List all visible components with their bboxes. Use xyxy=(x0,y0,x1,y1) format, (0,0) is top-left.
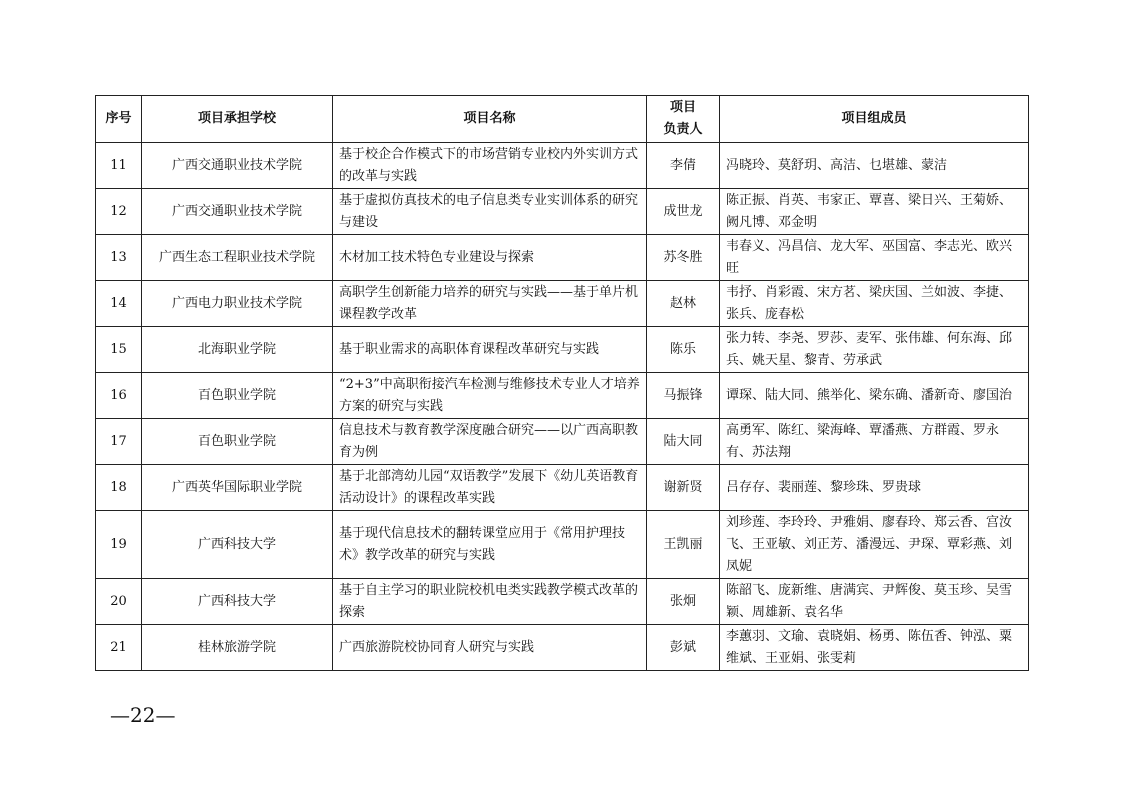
cell-members: 谭琛、陆大同、熊举化、梁东确、潘新奇、廖国治 xyxy=(720,373,1029,419)
cell-members: 韦抒、肖彩霞、宋方茗、梁庆国、兰如波、李捷、张兵、庞春松 xyxy=(720,281,1029,327)
cell-leader: 彭斌 xyxy=(647,625,720,671)
cell-leader: 王凯丽 xyxy=(647,511,720,579)
cell-members: 吕存存、裴丽莲、黎珍珠、罗贵球 xyxy=(720,465,1029,511)
cell-leader: 张炯 xyxy=(647,579,720,625)
cell-members: 冯晓玲、莫舒玥、高洁、乜堪雄、蒙洁 xyxy=(720,143,1029,189)
table-row xyxy=(96,327,1029,373)
cell-members: 刘珍莲、李玲玲、尹雅娟、廖春玲、郑云香、宫汝飞、王亚敏、刘正芳、潘漫远、尹琛、覃彩燕、刘凤妮 xyxy=(720,511,1029,579)
cell-no: 13 xyxy=(96,235,142,281)
header-leader-line2: 负责人 xyxy=(663,122,703,137)
table-row xyxy=(96,625,1029,671)
cell-project-name: 基于北部湾幼儿园“双语教学”发展下《幼儿英语教育活动设计》的课程改革实践 xyxy=(333,465,647,511)
cell-project-name: 基于虚拟仿真技术的电子信息类专业实训体系的研究与建设 xyxy=(333,189,647,235)
cell-leader: 谢新贤 xyxy=(647,465,720,511)
cell-no: 17 xyxy=(96,419,142,465)
cell-school: 桂林旅游学院 xyxy=(142,625,333,671)
table-row xyxy=(96,281,1029,327)
cell-project-name: “2+3”中高职衔接汽车检测与维修技术专业人才培养方案的研究与实践 xyxy=(333,373,647,419)
cell-project-name: 基于校企合作模式下的市场营销专业校内外实训方式的改革与实践 xyxy=(333,143,647,189)
header-no: 序号 xyxy=(96,96,142,143)
cell-project-name: 基于现代信息技术的翻转课堂应用于《常用护理技术》教学改革的研究与实践 xyxy=(333,511,647,579)
cell-school: 广西交通职业技术学院 xyxy=(142,143,333,189)
cell-members: 李蕙羽、文瑜、袁晓娟、杨勇、陈伍香、钟泓、粟维斌、王亚娟、张雯莉 xyxy=(720,625,1029,671)
cell-school: 百色职业学院 xyxy=(142,373,333,419)
table-row xyxy=(96,373,1029,419)
cell-no: 21 xyxy=(96,625,142,671)
header-name: 项目名称 xyxy=(333,96,647,143)
cell-leader: 赵林 xyxy=(647,281,720,327)
page-number: —22— xyxy=(110,703,176,727)
cell-no: 15 xyxy=(96,327,142,373)
cell-project-name: 广西旅游院校协同育人研究与实践 xyxy=(333,625,647,671)
table-row xyxy=(96,419,1029,465)
cell-members: 陈韶飞、庞新维、唐满宾、尹辉俊、莫玉珍、吴雪颖、周雄新、袁名华 xyxy=(720,579,1029,625)
cell-school: 广西英华国际职业学院 xyxy=(142,465,333,511)
cell-school: 广西科技大学 xyxy=(142,579,333,625)
table-row xyxy=(96,465,1029,511)
cell-leader: 马振锋 xyxy=(647,373,720,419)
cell-school: 百色职业学院 xyxy=(142,419,333,465)
table-header-row xyxy=(96,96,1029,143)
cell-leader: 陆大同 xyxy=(647,419,720,465)
cell-school: 北海职业学院 xyxy=(142,327,333,373)
cell-no: 16 xyxy=(96,373,142,419)
cell-no: 20 xyxy=(96,579,142,625)
header-leader-line1: 项目 xyxy=(669,100,696,115)
cell-members: 高勇军、陈红、梁海峰、覃潘燕、方群霞、罗永有、苏法翔 xyxy=(720,419,1029,465)
cell-no: 18 xyxy=(96,465,142,511)
cell-no: 19 xyxy=(96,511,142,579)
cell-project-name: 信息技术与教育教学深度融合研究——以广西高职教育为例 xyxy=(333,419,647,465)
cell-members: 韦春义、冯昌信、龙大军、巫国富、李志光、欧兴旺 xyxy=(720,235,1029,281)
cell-school: 广西科技大学 xyxy=(142,511,333,579)
cell-leader: 陈乐 xyxy=(647,327,720,373)
cell-school: 广西生态工程职业技术学院 xyxy=(142,235,333,281)
projects-table xyxy=(95,95,1029,671)
cell-no: 12 xyxy=(96,189,142,235)
cell-project-name: 高职学生创新能力培养的研究与实践——基于单片机课程教学改革 xyxy=(333,281,647,327)
header-leader xyxy=(647,96,720,143)
table-row xyxy=(96,143,1029,189)
cell-project-name: 木材加工技术特色专业建设与探索 xyxy=(333,235,647,281)
header-members: 项目组成员 xyxy=(720,96,1029,143)
table-row xyxy=(96,235,1029,281)
table-row xyxy=(96,189,1029,235)
cell-no: 14 xyxy=(96,281,142,327)
cell-project-name: 基于职业需求的高职体育课程改革研究与实践 xyxy=(333,327,647,373)
cell-project-name: 基于自主学习的职业院校机电类实践教学模式改革的探索 xyxy=(333,579,647,625)
cell-leader: 苏冬胜 xyxy=(647,235,720,281)
cell-members: 张力转、李尧、罗莎、麦军、张伟雄、何东海、邱兵、姚天星、黎青、劳承武 xyxy=(720,327,1029,373)
cell-members: 陈正振、肖英、韦家正、覃喜、梁日兴、王菊娇、阙凡博、邓金明 xyxy=(720,189,1029,235)
cell-leader: 李倩 xyxy=(647,143,720,189)
cell-leader: 成世龙 xyxy=(647,189,720,235)
cell-no: 11 xyxy=(96,143,142,189)
cell-school: 广西交通职业技术学院 xyxy=(142,189,333,235)
cell-school: 广西电力职业技术学院 xyxy=(142,281,333,327)
table-row xyxy=(96,579,1029,625)
table-row xyxy=(96,511,1029,579)
header-school: 项目承担学校 xyxy=(142,96,333,143)
